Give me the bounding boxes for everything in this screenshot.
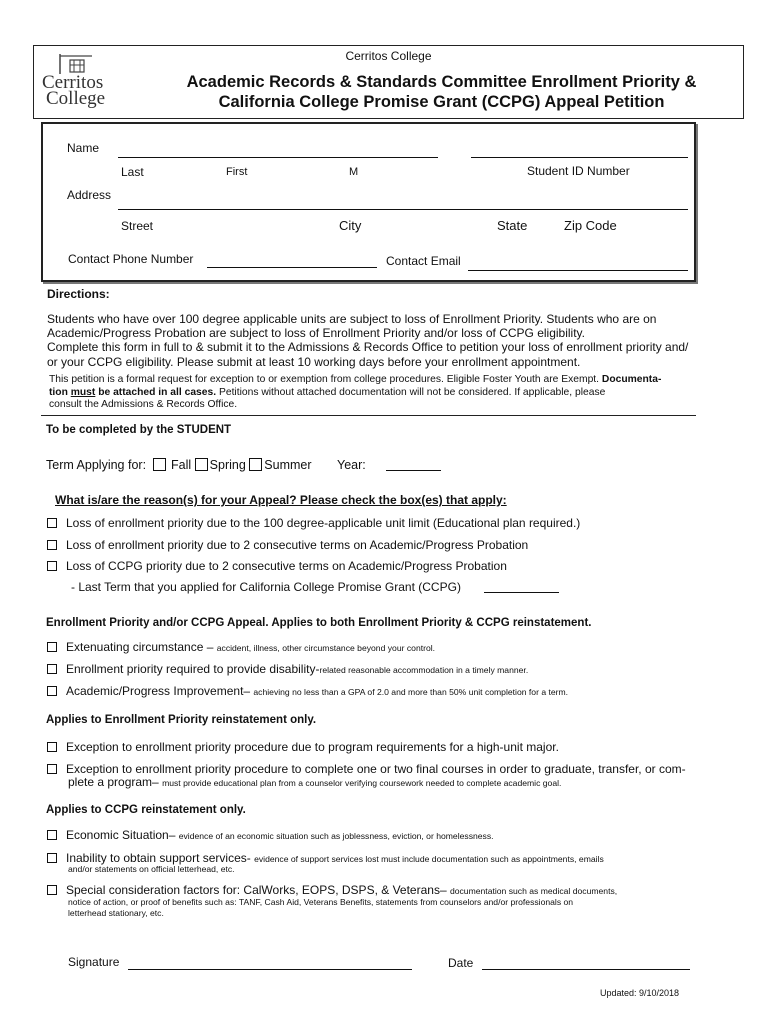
petition-note-line-3: consult the Admissions & Records Office. — [49, 399, 238, 411]
reason-3-checkbox[interactable] — [47, 561, 57, 571]
both-item-1-row — [47, 640, 435, 655]
reasons-heading: What is/are the reason(s) for your Appeal? Please check the box(es) that apply: — [55, 493, 507, 507]
college-logo — [42, 52, 112, 112]
phone-label: Contact Phone Number — [68, 252, 194, 266]
priority-item-2-label: Exception to enrollment priority procedure to complete one or two final courses in order to graduate, transfer, or com- — [66, 762, 686, 776]
ccpg-item-3-note-2: notice of action, or proof of benefits such as: TANF, Cash Aid, Veterans Benefits, statements from counselors and/or professionals on — [68, 897, 574, 907]
directions-line-1: Students who have over 100 degree applicable units are subject to loss of Enrollment Priority. Students who are on — [47, 312, 657, 326]
ccpg-item-2-checkbox[interactable] — [47, 853, 57, 863]
both-item-1-note: accident, illness, other circumstance beyond your control. — [216, 643, 436, 653]
city-label: City — [339, 218, 362, 233]
reason-1-row — [47, 516, 580, 530]
both-item-2-note: related reasonable accommodation in a timely manner. — [319, 665, 529, 675]
ccpg-item-3-note: documentation such as medical documents, — [449, 886, 618, 896]
ccpg-item-3-checkbox[interactable] — [47, 885, 57, 895]
both-item-2-checkbox[interactable] — [47, 664, 57, 674]
directions-line-2: Academic/Progress Probation are subject to loss of Enrollment Priority and/or loss of CCPG eligibility. — [47, 326, 586, 341]
first-label: First — [226, 166, 248, 178]
date-label: Date — [448, 956, 474, 970]
ccpg-item-3-label: Special consideration factors for: CalWorks, EOPS, DSPS, & Veterans– — [66, 883, 450, 897]
street-label: Street — [121, 219, 154, 233]
ccpg-item-2-note-2: and/or statements on official letterhead, etc. — [68, 864, 235, 874]
email-label: Contact Email — [386, 254, 461, 268]
summer-checkbox[interactable] — [249, 458, 262, 471]
address-label: Address — [67, 188, 112, 202]
student-id-label: Student ID Number — [527, 164, 630, 178]
directions-heading: Directions: — [47, 287, 110, 301]
date-field[interactable] — [482, 969, 690, 970]
priority-item-2-row — [47, 762, 686, 776]
ccpg-item-3-row — [47, 883, 617, 898]
ccpg-item-1-note: evidence of an economic situation such as joblessness, eviction, or homelessness. — [178, 831, 494, 841]
petition-note-bold-3: be attached in all cases. — [95, 386, 217, 398]
page-title — [139, 72, 744, 112]
year-field[interactable] — [386, 470, 441, 471]
student-id-field[interactable] — [471, 157, 688, 158]
petition-note-must: must — [70, 386, 96, 398]
priority-item-1-checkbox[interactable] — [47, 742, 57, 752]
fall-label: Fall — [171, 458, 192, 472]
state-label: State — [497, 218, 528, 233]
reason-2-row — [47, 538, 528, 552]
ccpg-item-1-checkbox[interactable] — [47, 830, 57, 840]
petition-note-bold: Documenta- — [601, 374, 662, 385]
petition-note-text-2: Petitions without attached documentation will not be considered. If applicable, please — [216, 386, 606, 398]
petition-note — [49, 374, 661, 412]
reason-1-checkbox[interactable] — [47, 518, 57, 528]
title-line-2: California College Promise Grant (CCPG) Appeal Petition — [218, 93, 665, 111]
petition-note-text: This petition is a formal request for exception to or exemption from college procedures. Eligible Foster Youth are Exempt. — [49, 374, 602, 385]
email-field[interactable] — [468, 270, 688, 271]
priority-item-2-cont — [68, 775, 561, 789]
summer-label: Summer — [264, 458, 312, 472]
signature-field[interactable] — [128, 969, 412, 970]
signature-label: Signature — [68, 955, 120, 969]
year-label: Year: — [337, 458, 366, 472]
address-field[interactable] — [118, 209, 688, 210]
ccpg-heading: Applies to CCPG reinstatement only. — [46, 804, 246, 816]
both-item-3-checkbox[interactable] — [47, 686, 57, 696]
updated-date: Updated: 9/10/2018 — [600, 988, 680, 998]
reason-1-label: Loss of enrollment priority due to the 100 degree-applicable unit limit (Educational plan required.) — [66, 516, 581, 530]
fall-checkbox[interactable] — [153, 458, 166, 471]
both-item-2-row — [47, 662, 528, 677]
name-field[interactable] — [118, 157, 438, 158]
reason-3-row — [47, 559, 507, 573]
both-item-1-checkbox[interactable] — [47, 642, 57, 652]
directions-paragraph — [47, 312, 688, 369]
spring-label: Spring — [209, 458, 246, 472]
priority-item-2-note: must provide educational plan from a counselor verifying coursework needed to complete academic goal. — [162, 778, 562, 788]
building-icon — [56, 52, 96, 74]
header-box — [33, 45, 744, 119]
spring-checkbox[interactable] — [195, 458, 208, 471]
student-heading: To be completed by the STUDENT — [46, 424, 232, 436]
both-heading: Enrollment Priority and/or CCPG Appeal. Applies to both Enrollment Priority & CCPG reinstatement. — [46, 617, 592, 629]
directions-line-3: Complete this form in full to & submit it to the Admissions & Records Office to petition your loss of enrollment priority and/ — [47, 340, 689, 355]
ccpg-item-3-note-3: letterhead stationary, etc. — [68, 908, 164, 918]
term-row — [46, 458, 366, 472]
reason-2-checkbox[interactable] — [47, 540, 57, 550]
ccpg-item-1-row — [47, 828, 494, 843]
name-label: Name — [67, 141, 100, 155]
petition-note-bold-2: tion — [49, 386, 71, 398]
logo-text-college: College — [46, 88, 106, 109]
priority-item-1-row — [47, 740, 559, 754]
title-line-1: Academic Records & Standards Committee Enrollment Priority & — [186, 73, 697, 91]
zip-label: Zip Code — [564, 218, 617, 233]
reason-2-label: Loss of enrollment priority due to 2 consecutive terms on Academic/Progress Probation — [66, 538, 529, 552]
phone-field[interactable] — [207, 267, 377, 268]
priority-item-2-label-2: plete a program– — [68, 775, 163, 789]
divider — [41, 415, 696, 416]
ccpg-item-2-label: Inability to obtain support services- — [66, 851, 255, 865]
college-name: Cerritos College — [345, 49, 432, 63]
ccpg-item-1-label: Economic Situation– — [66, 828, 179, 842]
reason-3-label: Loss of CCPG priority due to 2 consecutive terms on Academic/Progress Probation — [66, 559, 507, 573]
last-term-label: - Last Term that you applied for California College Promise Grant (CCPG) — [71, 580, 461, 594]
priority-item-1-label: Exception to enrollment priority procedure due to program requirements for a high-unit major. — [66, 740, 559, 754]
both-item-3-label: Academic/Progress Improvement– — [66, 684, 254, 698]
term-label: Term Applying for: — [46, 458, 147, 472]
priority-item-2-checkbox[interactable] — [47, 764, 57, 774]
directions-line-4: or your CCPG eligibility. Please submit at least 10 working days before your enrollment appointment. — [47, 354, 581, 369]
last-label: Last — [121, 165, 144, 179]
m-label: M — [349, 166, 359, 178]
both-item-3-row — [47, 684, 568, 699]
priority-heading: Applies to Enrollment Priority reinstatement only. — [46, 714, 317, 726]
both-item-3-note: achieving no less than a GPA of 2.0 and more than 50% unit completion for a term. — [253, 687, 569, 697]
logo-text-cerritos: Cerritos — [42, 72, 104, 93]
ccpg-item-2-note: evidence of support services lost must include documentation such as appointments, emails — [254, 854, 604, 864]
both-item-1-label: Extenuating circumstance – — [66, 640, 217, 654]
last-term-field[interactable] — [484, 592, 559, 593]
both-item-2-label: Enrollment priority required to provide disability- — [66, 662, 320, 676]
